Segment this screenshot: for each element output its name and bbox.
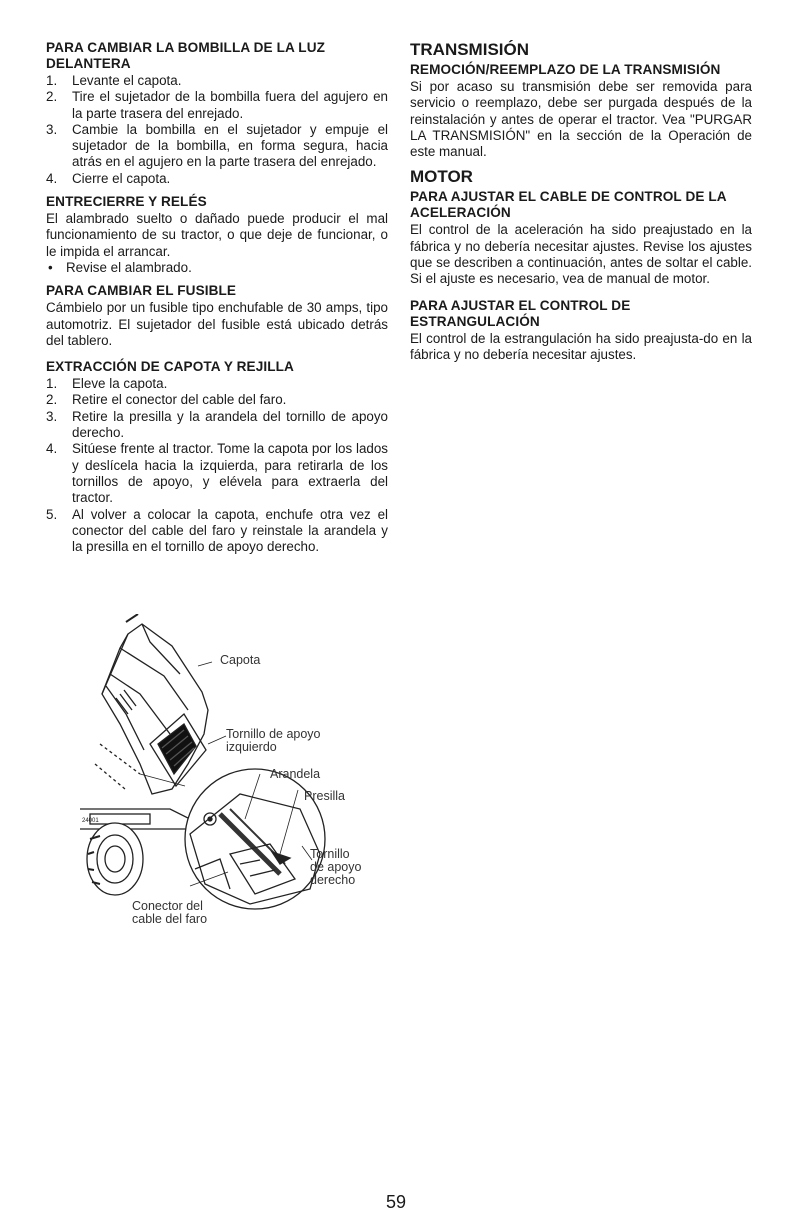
list-item: 3. Cambie la bombilla en el sujetador y empuje el sujetador de la bombilla, en forma segura, hacia atrás en el agujero en la parte trasera del enrejado. [46,121,388,170]
label-conector-1: Conector del [132,899,203,913]
transmission-subheading: REMOCIÓN/REEMPLAZO DE LA TRANSMISIÓN [410,62,721,77]
hood-steps [46,376,388,555]
transmission-title: TRANSMISIÓN [410,40,529,59]
transmission-text: Si por acaso su transmisión debe ser removida para servicio o reemplazo, debe ser purgada después de la reinstalación y antes de operar el tractor. Vea "PURGAR LA TRANSMISIÓN" en la sección de la Operación de este manual. [410,79,752,160]
wiring-text: El alambrado suelto o dañado puede producir el mal funcionamiento de su tractor, o que deje de funcionar, o le impida el arrancar. [46,211,388,259]
label-arandela: Arandela [270,767,321,781]
list-item: • Revise el alambrado. [48,259,192,275]
label-tornillo-derecho-3: derecho [310,873,356,887]
svg-text:24001: 24001 [82,818,99,824]
throttle-heading: PARA AJUSTAR EL CABLE DE CONTROL DE LA ACELERACIÓN [410,189,727,221]
hood-removal-figure [80,614,370,932]
choke-text: El control de la estrangulación ha sido preajusta-do en la fábrica y no debería necesitar ajustes. [410,330,752,362]
list-item: 1. Levante el capota. [46,73,182,88]
right-column [410,40,752,370]
label-presilla: Presilla [304,789,345,803]
wiring-heading: ENTRECIERRE Y RELÉS [46,194,207,210]
list-item: 2. Retire el conector del cable del faro. [46,392,287,408]
bullet-icon: • [48,259,53,275]
bulb-steps [46,73,388,187]
list-item: 4. Cierre el capota. [46,170,171,186]
list-item: 3. Retire la presilla y la arandela del tornillo de apoyo derecho. [46,408,388,441]
page-number: 59 [385,1192,407,1212]
list-item: 5. Al volver a colocar la capota, enchufe otra vez el conector del cable del faro y reinstale la arandela y la presilla en el tornillo de apoyo derecho. [46,506,388,555]
list-item: 2. Tire el sujetador de la bombilla fuera del agujero en la parte trasera del enrejado. [46,89,388,121]
throttle-text: El control de la aceleración ha sido preajustado en la fábrica y no debería necesitar ajustes. Revise los ajustes que se describen a continuación, antes de soltar el cable. Si el ajuste es necesario, vea de manual de motor. [410,222,752,287]
motor-title: MOTOR [410,167,473,187]
bulb-heading: PARA CAMBIAR LA BOMBILLA DE LA LUZ DELANTERA [46,40,326,71]
label-conector-2: cable del faro [132,912,208,926]
fuse-text: Cámbielo por un fusible tipo enchufable de 30 amps, tipo automotriz. El sujetador del fusible está ubicado detrás del tablero. [46,300,388,348]
label-capota: Capota [220,653,261,667]
label-tornillo-derecho-2: de apoyo [310,860,362,874]
wiring-bullets [46,260,388,276]
choke-heading: PARA AJUSTAR EL CONTROL DE ESTRANGULACIÓN [410,297,631,329]
left-column [46,40,388,562]
label-tornillo-izquierdo-2: izquierdo [226,740,277,754]
list-item: 1. Eleve la capota. [46,376,168,392]
label-tornillo-derecho-1: Tornillo [310,847,350,861]
fuse-heading: PARA CAMBIAR EL FUSIBLE [46,283,237,299]
hood-heading: EXTRACCIÓN DE CAPOTA Y REJILLA [46,359,294,375]
label-tornillo-izquierdo-1: Tornillo de apoyo [226,727,321,741]
list-item: 4. Sitúese frente al tractor. Tome la capota por los lados y deslícela hacia la izquierda, para retirarla de los tornillos de apoyo, y elévela para extraerla del tractor. [46,441,388,506]
